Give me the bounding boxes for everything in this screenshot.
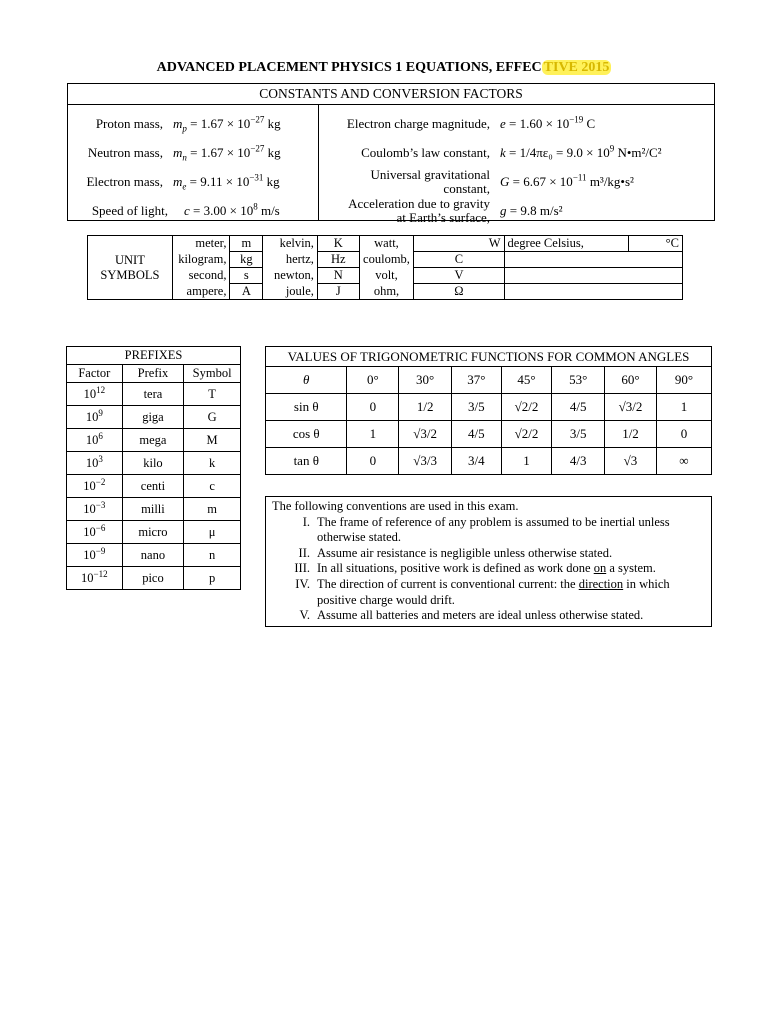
constant-electron-mass: Electron mass, $m_e = 9.11 \times 10^{-31}$ kg: [86, 172, 280, 192]
convention-item: IV. The direction of current is conventional current: the direction in which positive charge would drift.: [295, 576, 670, 607]
constant-coulomb: Coulomb’s law constant, $k = 1/4\pi\varepsilon_0 = 9.0 \times 10^9$ N•m²/C²: [361, 143, 662, 160]
constant-electron-charge: Electron charge magnitude, $e = 1.60 \times 10^{-19}$ C: [346, 114, 596, 131]
constant-gravitational: Universal gravitational constant, $G = 6.67 \times 10^{-11}$ m³/kg•s²: [370, 166, 634, 196]
prefix-row: $10^6$ mega M: [67, 429, 241, 452]
constant-speed-of-light: Speed of light, $c = 3.00 \times 10^8$ m/s: [91, 201, 280, 218]
prefix-row: $10^{-6}$ micro μ: [67, 521, 241, 544]
trig-angle-row: θ 0° 30° 37° 45° 53° 60° 90°: [266, 367, 712, 394]
prefix-row: $10^{-9}$ nano n: [67, 544, 241, 567]
unit-row: kilogram, kg hertz, Hz coulomb, C: [88, 252, 683, 268]
convention-item: V. Assume all batteries and meters are ideal unless otherwise stated.: [299, 608, 644, 623]
trig-cos-row: cos θ 1 √3/2 4/5 √2/2 3/5 1/2 0: [266, 421, 712, 448]
unit-row: second, s newton, N volt, V: [88, 268, 683, 284]
theta-header: θ: [266, 367, 347, 394]
prefix-header-symbol: Symbol: [184, 365, 241, 383]
constant-gravity-acceleration: Acceleration due to gravity at Earth’s surface, g = 9.8 m/s²: [348, 195, 563, 225]
constants-box: [67, 83, 715, 225]
unit-row: ampere, A joule, J ohm, Ω: [88, 284, 683, 300]
prefix-row: $10^9$ giga G: [67, 406, 241, 429]
convention-item: I. The frame of reference of any problem is assumed to be inertial unless otherwise stated.: [302, 514, 670, 545]
prefix-row: $10^{-12}$ pico p: [67, 567, 241, 590]
convention-item: II. Assume air resistance is negligible unless otherwise stated.: [298, 545, 613, 560]
conventions-box: [265, 496, 712, 627]
conventions-intro: The following conventions are used in this exam.: [272, 499, 519, 513]
prefixes-table: [66, 346, 241, 590]
prefix-row: $10^3$ kilo k: [67, 452, 241, 475]
unit-row: UNIT SYMBOLS meter, m kelvin, K watt, W degree Celsius, °C: [88, 236, 683, 252]
title-highlight: TIVE 2015: [543, 60, 610, 75]
convention-item: III. In all situations, positive work is defined as work done on a system.: [294, 561, 656, 576]
prefix-header-prefix: Prefix: [122, 365, 184, 383]
constant-neutron-mass: Neutron mass, $m_n = 1.67 \times 10^{-27}$ kg: [87, 143, 281, 163]
page-title: [0, 60, 768, 76]
prefixes-title: PREFIXES: [67, 347, 241, 365]
prefix-row: $10^{-2}$ centi c: [67, 475, 241, 498]
constants-header: CONSTANTS AND CONVERSION FACTORS: [68, 84, 714, 105]
constants-left-column: [68, 105, 319, 220]
constants-right-column: [320, 105, 714, 225]
unit-symbols-table: [87, 235, 683, 300]
prefix-row: $10^{-3}$ milli m: [67, 498, 241, 521]
prefix-header-factor: Factor: [67, 365, 123, 383]
trig-tan-row: tan θ 0 √3/3 3/4 1 4/3 √3 ∞: [266, 448, 712, 475]
trig-table: [265, 366, 712, 475]
constant-proton-mass: Proton mass, $m_p = 1.67 \times 10^{-27}$ kg: [95, 114, 281, 134]
unit-symbols-title: UNIT SYMBOLS: [88, 236, 173, 300]
trig-sin-row: sin θ 0 1/2 3/5 √2/2 4/5 √3/2 1: [266, 394, 712, 421]
title-text: ADVANCED PLACEMENT PHYSICS 1 EQUATIONS, EFFEC: [156, 60, 542, 75]
prefix-row: $10^{12}$ tera T: [67, 383, 241, 406]
trig-title: VALUES OF TRIGONOMETRIC FUNCTIONS FOR COMMON ANGLES: [265, 346, 712, 366]
